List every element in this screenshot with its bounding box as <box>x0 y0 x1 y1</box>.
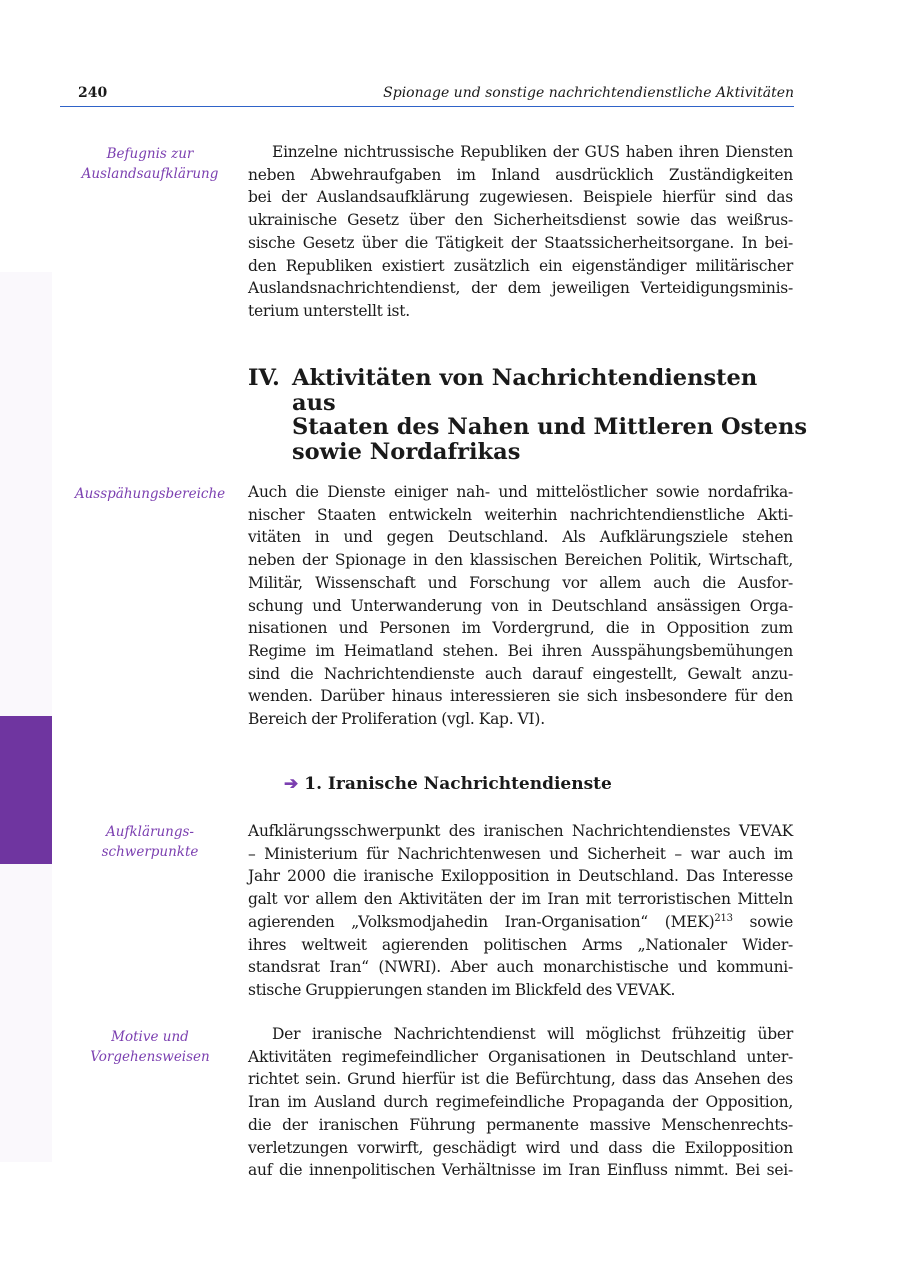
text-line: standsrat Iran“ (NWRI). Aber auch monarchistische und kommuni- <box>248 958 793 977</box>
text-line: sind die Nachrichtendienste auch darauf eingestellt, Gewalt anzu- <box>248 664 793 683</box>
text-line: galt vor allem den Aktivitäten der im Iran mit terroristischen Mitteln <box>248 890 793 909</box>
text-line: Jahr 2000 die iranische Exilopposition in Deutschland. Das Interesse <box>248 867 793 886</box>
text-line: wenden. Darüber hinaus interessieren sie sich insbesondere für den <box>248 687 793 706</box>
text-line: richtet sein. Grund hierfür ist die Befürchtung, dass das Ansehen des <box>248 1070 793 1089</box>
text-line: Regime im Heimatland stehen. Bei ihren Ausspähungsbemühungen <box>248 641 793 660</box>
margin-note-line: Ausspähungsbereiche <box>74 486 226 502</box>
text-line: neben der Spionage in den klassischen Bereichen Politik, Wirtschaft, <box>248 551 793 570</box>
margin-note-line: Motive und <box>111 1029 189 1045</box>
text-line: Militär, Wissenschaft und Forschung vor allem auch die Ausfor- <box>248 573 793 592</box>
text-line: verletzungen vorwirft, geschädigt wird und dass die Exilopposition <box>248 1138 793 1157</box>
text-line: auf die innenpolitischen Verhältnisse im Iran Einfluss nimmt. Bei sei- <box>248 1161 793 1180</box>
text-fragment: agierenden „Volksmodjahedin Iran-Organisation“ (MEK) <box>248 912 715 931</box>
text-line: Aufklärungsschwerpunkt des iranischen Nachrichtendienstes VEVAK <box>248 822 793 840</box>
page-number: 240 <box>78 85 108 101</box>
section-title-line: Aktivitäten von Nachrichtendiensten aus <box>292 365 758 416</box>
text-line: schung und Unterwanderung von in Deutschland ansässigen Orga- <box>248 596 793 615</box>
text-line: Einzelne nichtrussische Republiken der GUS haben ihren Diensten <box>272 143 793 161</box>
paragraph-vevak <box>248 820 793 1002</box>
section-heading <box>248 366 808 464</box>
text-line: Aktivitäten regimefeindlicher Organisationen in Deutschland unter- <box>248 1047 793 1066</box>
section-title <box>292 366 808 464</box>
section-title-line: sowie Nordafrikas <box>292 438 521 465</box>
margin-note-motive <box>60 1027 240 1067</box>
text-line: den Republiken existiert zusätzlich ein eigenständiger militärischer <box>248 256 793 275</box>
margin-note-ausspaehung <box>60 484 240 504</box>
chapter-thumb-tab[interactable] <box>0 716 52 864</box>
text-line: sische Gesetz über die Tätigkeit der Staatssicherheitsorgane. In bei- <box>248 233 793 252</box>
text-line: nischer Staaten entwickeln weiterhin nachrichtendienstliche Akti- <box>248 505 793 524</box>
page-header <box>60 84 794 107</box>
footnote-ref-213[interactable]: 213 <box>714 912 733 924</box>
arrow-right-icon: ➔ <box>284 774 299 794</box>
text-line: Auch die Dienste einiger nah- und mittelöstlicher sowie nordafrika- <box>248 483 793 501</box>
text-line: Bereich der Proliferation (vgl. Kap. VI). <box>248 710 545 729</box>
margin-note-line: Aufklärungs- <box>106 824 194 840</box>
text-line: ihres weltweit agierenden politischen Arms „Nationaler Wider- <box>248 935 793 954</box>
text-line: nisationen und Personen im Vordergrund, die in Opposition zum <box>248 619 793 638</box>
paragraph-motive <box>248 1023 793 1182</box>
margin-note-line: schwerpunkte <box>101 844 199 860</box>
margin-note-line: Auslandsaufklärung <box>81 166 219 182</box>
text-line: Der iranische Nachrichtendienst will möglichst frühzeitig über <box>272 1025 793 1043</box>
margin-note-line: Befugnis zur <box>106 146 194 162</box>
text-line: Iran im Ausland durch regimefeindliche Propaganda der Opposition, <box>248 1093 793 1112</box>
text-line: vitäten in und gegen Deutschland. Als Aufklärungsziele stehen <box>248 528 793 547</box>
text-line: Auslandsnachrichtendienst, der dem jeweiligen Verteidigungsminis- <box>248 279 793 298</box>
text-line: neben Abwehraufgaben im Inland ausdrücklich Zuständigkeiten <box>248 165 793 184</box>
margin-note-befugnis <box>60 144 240 184</box>
text-line: die der iranischen Führung permanente massive Menschenrechts- <box>248 1115 793 1134</box>
text-line: terium unterstellt ist. <box>248 301 410 320</box>
text-line: stische Gruppierungen standen im Blickfeld des VEVAK. <box>248 980 676 999</box>
running-title: Spionage und sonstige nachrichtendienstliche Aktivitäten <box>383 85 794 101</box>
section-title-line: Staaten des Nahen und Mittleren Ostens <box>292 414 808 440</box>
paragraph-gus <box>248 141 793 323</box>
text-line: ukrainische Gesetz über den Sicherheitsdienst sowie das weißrus- <box>248 211 793 230</box>
subsection-heading <box>284 774 612 794</box>
section-number: IV. <box>248 365 280 391</box>
text-line: – Ministerium für Nachrichtenwesen und Sicherheit – war auch im <box>248 844 793 863</box>
margin-note-line: Vorgehensweisen <box>90 1049 210 1065</box>
text-line: bei der Auslandsaufklärung zugewiesen. Beispiele hierfür sind das <box>248 188 793 207</box>
text-line <box>248 911 793 934</box>
subsection-title: 1. Iranische Nachrichtendienste <box>304 774 612 794</box>
text-fragment: sowie <box>732 912 793 931</box>
paragraph-nahost <box>248 481 793 731</box>
margin-note-schwerpunkte <box>60 822 240 862</box>
